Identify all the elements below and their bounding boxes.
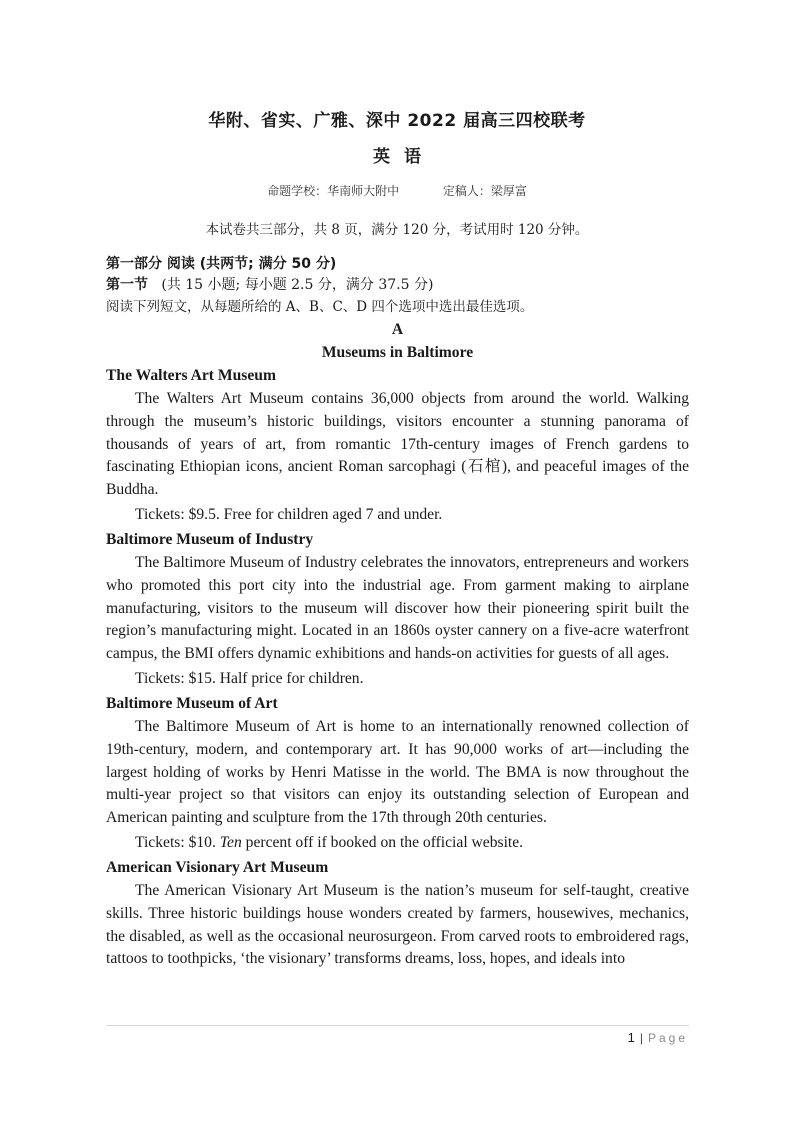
museum-heading: American Visionary Art Museum	[106, 858, 329, 876]
museum-description: The Walters Art Museum contains 36,000 objects from around the world. Walking through the museum’s historic buildings, visitors encounter a stunning panorama of thousands of years of art, from romantic 17th-century images of French gardens to fascinating Ethiopian icons, ancient Roman sarcophagi (石棺), and peaceful images of the Buddha.	[106, 390, 689, 499]
part-title: 第一部分 阅读 (共两节; 满分 50 分)	[106, 256, 337, 272]
subject-title: 英语	[373, 147, 435, 167]
page-number: 1	[627, 1030, 635, 1045]
museum-heading: Baltimore Museum of Industry	[106, 530, 314, 548]
page-label: Page	[647, 1031, 688, 1045]
exam-title: 华附、省实、广雅、深中 2022 届高三四校联考	[208, 111, 586, 131]
ticket-price: Tickets: $10.	[135, 833, 216, 851]
museum-description: The Baltimore Museum of Industry celebrates the innovators, entrepreneurs and workers who promoted this port city into the industrial age. From garment making to airplane manufacturing, visitors to the museum will discover how their pioneering spirit built the region’s manufacturing might. Located in an 1860s oyster cannery on a five-acre waterfront campus, the BMI offers dynamic exhibitions and hands-on activities for guests of all ages.	[106, 553, 689, 663]
setter-school: 命题学校：华南师大附中	[267, 184, 400, 198]
footer-divider	[106, 1025, 689, 1026]
passage-title: Museums in Baltimore	[321, 344, 474, 361]
footer-separator: |	[639, 1031, 643, 1045]
section-label: 第一节	[106, 277, 148, 293]
section-heading	[106, 275, 689, 296]
ticket-emphasis: Ten	[219, 833, 242, 851]
museum-heading: Baltimore Museum of Art	[106, 694, 278, 712]
ticket-info: Tickets: $15. Half price for children.	[135, 669, 364, 687]
ticket-info	[106, 830, 689, 856]
page-content	[106, 254, 689, 971]
museum-description: The American Visionary Art Museum is the nation’s museum for self-taught, creative skills. Three historic buildings house wonders created by farmers, housewives, mechanics, the disabled, as well as the occasional neurosurgeon. From carved roots to embroidered rags, tattoos to toothpicks, ‘the visionary’ transforms dreams, loss, hopes, and ideals into	[106, 881, 689, 968]
instructions: 阅读下列短文，从每题所给的 A、B、C、D 四个选项中选出最佳选项。	[106, 299, 534, 315]
exam-meta	[0, 182, 794, 199]
page-footer	[628, 1030, 688, 1045]
section-detail: (共 15 小题; 每小题 2.5 分，满分 37.5 分)	[161, 277, 434, 293]
passage-letter: A	[391, 321, 404, 338]
museum-heading: The Walters Art Museum	[106, 367, 276, 384]
ticket-discount: percent off if booked on the official website.	[245, 833, 524, 851]
exam-note: 本试卷共三部分，共 8 页，满分 120 分，考试用时 120 分钟。	[205, 222, 589, 238]
museum-description: The Baltimore Museum of Art is home to an internationally renowned collection of 19th-century, modern, and contemporary art. It has 90,000 works of art—including the largest holding of works by Henri Matisse in the world. The BMA is now throughout the multi-year project so that visitors can enjoy its outstanding selection of European and American painting and sculpture from the 17th through 20th centuries.	[106, 717, 689, 827]
reviewer: 定稿人：梁厚富	[442, 184, 527, 198]
ticket-info: Tickets: $9.5. Free for children aged 7 and under.	[135, 505, 443, 523]
